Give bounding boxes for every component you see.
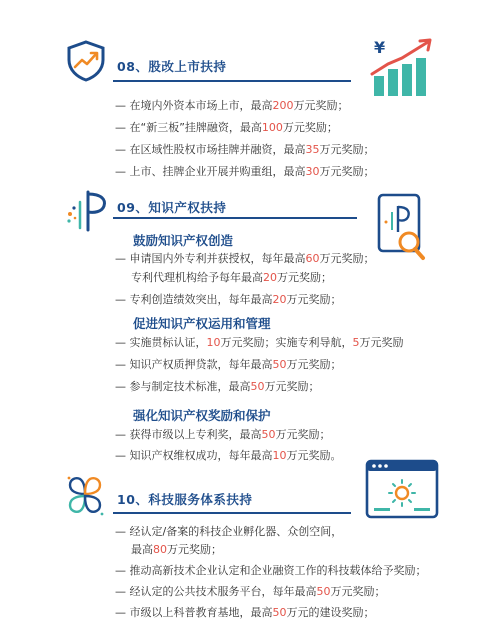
section-title-10: 10、科技服务体系扶持 bbox=[117, 492, 253, 507]
shield-growth-icon bbox=[66, 40, 106, 82]
browser-window-icon bbox=[364, 458, 440, 520]
list-item: — 获得市级以上专利奖，最高50万元奖励； bbox=[115, 428, 331, 441]
clover-icon bbox=[64, 474, 106, 518]
list-item: — 知识产权维权成功，每年最高10万元奖励。 bbox=[115, 449, 342, 462]
list-item: — 经认定的公共技术服务平台，每年最高50万元奖励； bbox=[115, 585, 386, 598]
list-item: — 在“新三板”挂牌融资，最高100万元奖励； bbox=[115, 121, 338, 134]
ip-search-magnifier-icon bbox=[376, 192, 428, 262]
list-item: — 市级以上科普教育基地，最高50万元的建设奖励； bbox=[115, 606, 375, 619]
section-divider-10 bbox=[113, 512, 351, 514]
list-item: — 实施贯标认证，10万元奖励；实施专利导航，5万元奖励 bbox=[115, 336, 404, 349]
subsection-title: 鼓励知识产权创造 bbox=[133, 233, 234, 248]
list-item: — 知识产权质押贷款，每年最高50万元奖励； bbox=[115, 358, 342, 371]
list-item: — 在境内外资本市场上市，最高200万元奖励； bbox=[115, 99, 349, 112]
list-item: — 上市、挂牌企业开展并购重组，最高30万元奖励； bbox=[115, 165, 375, 178]
list-item: — 推动高新技术企业认定和企业融资工作的科技载体给予奖励； bbox=[115, 564, 427, 577]
list-item: — 经认定/备案的科技企业孵化器、众创空间， bbox=[115, 525, 343, 538]
list-item: 专利代理机构给予每年最高20万元奖励； bbox=[131, 271, 332, 284]
list-item: — 在区域性股权市场挂牌并融资，最高35万元奖励； bbox=[115, 143, 375, 156]
list-item: — 参与制定技术标准，最高50万元奖励； bbox=[115, 380, 320, 393]
section-title-08: 08、股改上市扶持 bbox=[117, 59, 227, 74]
svg-text:¥: ¥ bbox=[374, 38, 386, 57]
list-item: — 专利创造绩效突出，每年最高20万元奖励； bbox=[115, 293, 342, 306]
section-divider-08 bbox=[113, 80, 351, 82]
list-item: — 申请国内外专利并获授权，每年最高60万元奖励； bbox=[115, 252, 375, 265]
ip-logo-icon bbox=[64, 188, 110, 234]
section-title-09: 09、知识产权扶持 bbox=[117, 200, 227, 215]
yen-growth-chart-icon bbox=[368, 36, 440, 98]
section-divider-09 bbox=[113, 217, 357, 219]
subsection-title: 促进知识产权运用和管理 bbox=[133, 316, 271, 331]
subsection-title: 强化知识产权奖励和保护 bbox=[133, 408, 271, 423]
list-item: 最高80万元奖励； bbox=[131, 543, 222, 556]
